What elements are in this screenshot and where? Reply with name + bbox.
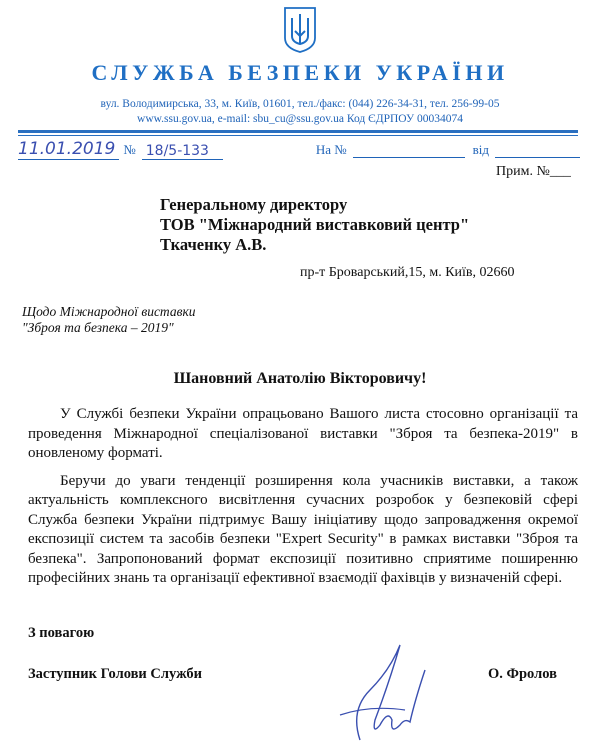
- subject-line: "Зброя та безпека – 2019": [22, 320, 174, 335]
- contact-line: www.ssu.gov.ua, e-mail: sbu_cu@ssu.gov.ua Код ЄДРПОУ 00034074: [137, 113, 463, 125]
- paragraph: У Службі безпеки України опрацьовано Вашого листа стосовно організації та проведення Міжнародної спеціалізованої виставки "Зброя та безпека-2019" в оновленому форматі.: [28, 406, 578, 461]
- date-handwritten: 11.01.2019: [18, 139, 119, 160]
- signature-row: [28, 666, 578, 686]
- closing-regards: З повагою: [28, 624, 95, 641]
- number-label: №: [123, 142, 136, 157]
- addressee-line: Генеральному директору: [160, 195, 348, 214]
- header-rule: [18, 130, 578, 133]
- subject-line: Щодо Міжнародної виставки: [22, 304, 196, 319]
- signer-position: Заступник Голови Служби: [28, 665, 202, 682]
- addressee-line: ТОВ "Міжнародний виставковий центр": [160, 215, 470, 234]
- addressee-line: Ткаченку А.В.: [160, 235, 267, 254]
- header-rule-thin: [18, 135, 578, 136]
- handwritten-signature: [330, 640, 430, 750]
- address-line: вул. Володимирська, 33, м. Київ, 01601, тел./факс: (044) 226-34-31, тел. 256-99-05: [100, 98, 500, 110]
- signer-name: О. Фролов: [488, 665, 557, 682]
- registration-row: [18, 138, 580, 160]
- number-handwritten: 18/5-133: [142, 143, 223, 160]
- ref-number-blank: [353, 157, 465, 158]
- ref-date-blank: [495, 157, 580, 158]
- subject: [22, 304, 196, 336]
- paragraph: Беручи до уваги тенденції розширення кола учасників виставки, а також актуальність комплексного висвітлення сучасних розробок у безпековій сфері Служба безпеки України підтримує Вашу ініціативу щодо запровадження окремої експозиції систем та засобів безпеки "Expert Security" в рамках виставки "Зброя та безпека". Запропонований формат експозиції позитивно сприятиме поширенню професійних знань та організації ефективної взаємодії фахівців у визначеній сфері.: [28, 472, 578, 586]
- letter-body: [28, 370, 578, 686]
- addressee-block: [160, 195, 469, 255]
- ref-label: На №: [315, 142, 347, 157]
- from-label: від: [472, 142, 489, 157]
- org-title: СЛУЖБА БЕЗПЕКИ УКРАЇНИ: [91, 60, 509, 85]
- greeting: Шановний Анатолію Вікторовичу!: [173, 370, 427, 387]
- addressee-address: пр-т Броварський,15, м. Київ, 02660: [300, 265, 515, 280]
- note-label: Прим. №___: [496, 164, 571, 179]
- trident-coat-of-arms-icon: [283, 6, 317, 54]
